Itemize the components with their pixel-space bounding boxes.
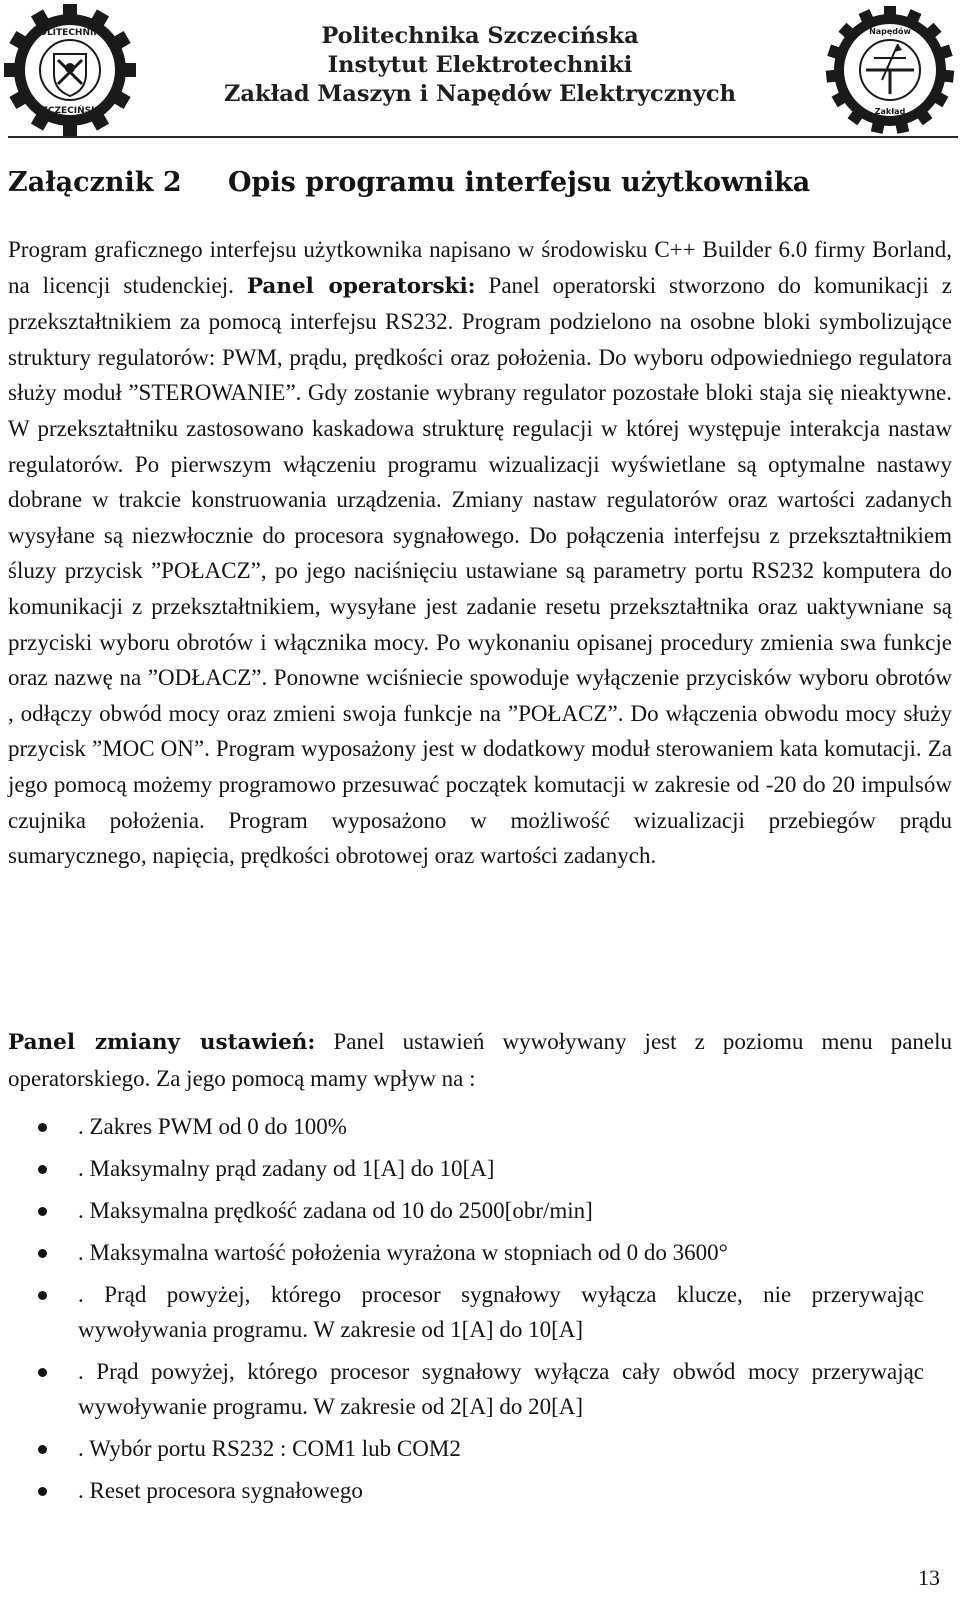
appendix-number: Załącznik 2 bbox=[8, 167, 182, 198]
list-item: . Prąd powyżej, którego procesor sygnałowy wyłącza klucze, nie przerywając wywoływania programu. W zakresie od 1[A] do 10[A] bbox=[38, 1277, 924, 1347]
bullet-icon bbox=[38, 1165, 47, 1174]
appendix-title: Opis programu interfejsu użytkownika bbox=[228, 167, 811, 198]
page-number: 13 bbox=[918, 1565, 940, 1590]
header-institute: Instytut Elektrotechniki bbox=[327, 52, 633, 78]
gear-motor-icon bbox=[824, 4, 956, 136]
list-item: . Maksymalna prędkość zadana od 10 do 2500[obr/min] bbox=[38, 1193, 924, 1228]
list-item: . Wybór portu RS232 : COM1 lub COM2 bbox=[38, 1431, 924, 1466]
svg-text:SZCZECIŃSKA: SZCZECIŃSKA bbox=[34, 106, 106, 116]
list-item: . Prąd powyżej, którego procesor sygnałowy wyłącza cały obwód mocy przerywając wywoływanie programu. W zakresie od 2[A] do 20[A] bbox=[38, 1354, 924, 1424]
header-institution bbox=[150, 22, 810, 109]
operator-panel-paragraph bbox=[8, 232, 952, 874]
settings-panel-label: Panel zmiany ustawień: bbox=[8, 1030, 316, 1055]
bullet-icon bbox=[38, 1445, 47, 1454]
list-item: . Reset procesora sygnałowego bbox=[38, 1473, 924, 1508]
svg-text:Napędów: Napędów bbox=[869, 27, 911, 36]
settings-panel-text: Panel ustawień wywoływany jest z poziomu menu panelu operatorskiego. Za jego pomocą mamy wpływ na : bbox=[8, 1029, 953, 1091]
bullet-icon bbox=[38, 1123, 47, 1132]
header-department: Zakład Maszyn i Napędów Elektrycznych bbox=[224, 81, 736, 107]
settings-list bbox=[38, 1109, 924, 1515]
operator-panel-label: Panel operatorski: bbox=[246, 273, 476, 299]
settings-panel-paragraph bbox=[8, 1024, 952, 1096]
header-university: Politechnika Szczecińska bbox=[321, 23, 639, 49]
bullet-icon bbox=[38, 1487, 47, 1496]
gear-seal-icon bbox=[4, 4, 136, 136]
list-item: . Maksymalna wartość położenia wyrażona w stopniach od 0 do 3600° bbox=[38, 1235, 924, 1270]
page-header bbox=[0, 0, 960, 136]
list-item: . Maksymalny prąd zadany od 1[A] do 10[A] bbox=[38, 1151, 924, 1186]
header-divider bbox=[8, 136, 958, 138]
department-logo bbox=[824, 4, 956, 136]
bullet-icon bbox=[38, 1368, 47, 1377]
paragraph-body: Panel operatorski stworzono do komunikacji z przekształtnikiem za pomocą interfejsu RS232. Program podzielono na osobne bloki symbolizujące struktury regulatorów: PWM, prądu, prędkości oraz położenia. Do wyboru odpowiedniego regulatora służy moduł ”STEROWANIE”. Gdy zostanie wybrany regulator pozostałe bloki staja się nieaktywne. W przekształtniku zastosowano kaskadowa strukturę regulacji w której występuje interakcja nastaw regulatorów. Po pierwszym włączeniu programu wizualizacji wyświetlane są optymalne nastawy dobrane w trakcie konstruowania urządzenia. Zmiany nastaw regulatorów oraz wartości zadanych wysyłane są niezwłocznie do procesora sygnałowego. Do połączenia interfejsu z przekształtnikiem śluzy przycisk ”POŁACZ”, po jego naciśnięciu ustawiane są parametry portu RS232 komputera do komunikacji z przekształtnikiem, wysyłane jest zadanie resetu przekształtnika oraz uaktywniane są przyciski wyboru obrotów i włącznika mocy. Po wykonaniu opisanej procedury zmienia swa funkcje oraz nazwę na ”ODŁACZ”. Ponowne wciśniecie spowoduje wyłączenie przycisków wyboru obrotów , odłączy obwód mocy oraz zmieni swoja funkcje na ”POŁACZ”. Do włączenia obwodu mocy służy przycisk ”MOC ON”. Program wyposażony jest w dodatkowy moduł sterowaniem kata komutacji. Za jego pomocą możemy programowo przesuwać początek komutacji w zakresie od -20 do 20 impulsów czujnika położenia. Program wyposażono w możliwość wizualizacji przebiegów prądu sumarycznego, napięcia, prędkości obrotowej oraz wartości zadanych. bbox=[8, 272, 952, 869]
bullet-icon bbox=[38, 1291, 47, 1300]
paragraph-intro: Program graficznego interfejsu użytkownika napisano w środowisku C++ Builder 6.0 firmy Borland, na licencji studenckiej. bbox=[8, 237, 952, 298]
bullet-icon bbox=[38, 1207, 47, 1216]
bullet-icon bbox=[38, 1249, 47, 1258]
list-item: . Zakres PWM od 0 do 100% bbox=[38, 1109, 924, 1144]
svg-text:POLITECHNIKA: POLITECHNIKA bbox=[32, 28, 108, 38]
university-logo bbox=[4, 4, 136, 136]
svg-text:Zakład: Zakład bbox=[874, 107, 906, 116]
